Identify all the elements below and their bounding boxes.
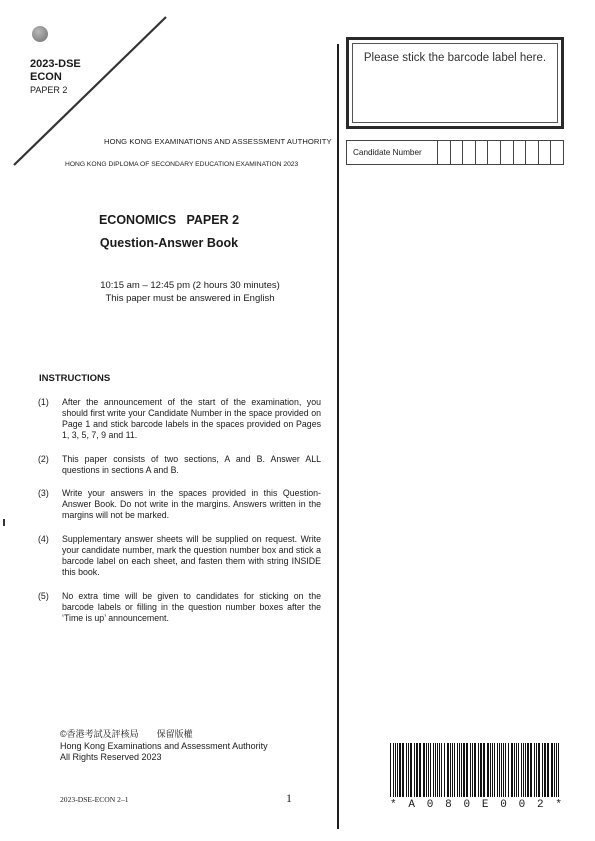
barcode-bar [518,743,519,797]
barcode-bar [521,743,522,797]
barcode-bar [499,743,500,797]
barcode-bar [416,743,418,797]
barcode-bar [530,743,532,797]
instructions-heading: INSTRUCTIONS [39,373,111,384]
barcode-bar [527,743,529,797]
barcode-bar [525,743,526,797]
barcode-bar [497,743,498,797]
barcode-bar [554,743,555,797]
paper-number: PAPER 2 [30,85,68,95]
barcode-label-instruction: Please stick the barcode label here. [363,52,547,64]
barcode-bar [433,743,434,797]
barcode-bar [390,743,391,797]
barcode-bar [441,743,442,797]
instruction-text: Supplementary answer sheets will be supplied on request. Write your candidate number, mark the question number box and stick a barcode label on each sheet, and fasten them with string INSIDE this book. [62,534,321,577]
subject-code-year: 2023-DSE [30,58,81,70]
subject-code-subject: ECON [30,71,62,83]
margin-divider [337,44,339,829]
barcode-bar [397,743,398,797]
barcode-bar [444,743,445,797]
barcode-bar [547,743,549,797]
paper-title-text: ECONOMICS PAPER 2 [98,213,240,227]
barcode-bar [472,743,473,797]
barcode-bar [461,743,462,797]
barcode-bar [435,743,436,797]
barcode-bar [505,743,506,797]
barcode-bar [487,743,489,797]
authority-name: HONG KONG EXAMINATIONS AND ASSESSMENT AUTHORITY [104,137,332,146]
barcode-bar [474,743,476,797]
exam-name: HONG KONG DIPLOMA OF SECONDARY EDUCATION EXAMINATION 2023 [65,161,299,168]
instruction-text: Write your answers in the spaces provided in this Question-Answer Book. Do not write in the margins. Answers written in the margins will not be marked. [62,488,321,520]
candidate-digit-box[interactable] [476,141,489,164]
instruction-item [38,397,321,441]
barcode-bar [408,743,409,797]
corner-diagonal-line [0,0,340,180]
candidate-digit-box[interactable] [551,141,563,164]
instruction-text: After the announcement of the start of the examination, you should first write your Candidate Number in the space provided on Page 1 and stick barcode labels in the spaces provided on Pages 1, 3, 5, 7, 9 and 11. [62,397,321,440]
barcode-bar [399,743,401,797]
instruction-item [38,488,321,521]
copyright-english: Hong Kong Examinations and Assessment Authority [60,740,268,751]
barcode-bar [430,743,431,797]
page-number: 1 [286,791,292,805]
barcode-bar [534,743,535,797]
paper-title [0,213,338,227]
barcode-bar [544,743,546,797]
barcode-bar [470,743,471,797]
instruction-number: (1) [38,397,49,407]
instruction-number: (5) [38,591,49,601]
barcode-caption: * A 0 8 0 E 0 0 2 * [390,799,562,811]
barcode-bar [426,743,427,797]
barcode-bar [463,743,465,797]
barcode-bar [454,743,455,797]
exam-time: 10:15 am – 12:45 pm (2 hours 30 minutes) [100,280,280,291]
instruction-number: (4) [38,534,49,544]
barcode-bar [523,743,524,797]
candidate-digit-box[interactable] [501,141,514,164]
barcode-bar [406,743,407,797]
instruction-text: No extra time will be given to candidates for sticking on the barcode labels or filling in the question number boxes after the ‘Time is up’ announcement. [62,591,321,623]
barcode-bar [428,743,429,797]
barcode-bar [483,743,485,797]
copyright-block [60,729,268,764]
barcode-bar [410,743,412,797]
book-title: Question-Answer Book [99,236,239,250]
language-note: This paper must be answered in English [105,293,275,304]
barcode-bar [494,743,495,797]
barcode-bar [395,743,396,797]
barcode-bar [423,743,425,797]
candidate-digit-box[interactable] [451,141,464,164]
barcode-bar [457,743,458,797]
barcode-bar [511,743,513,797]
candidate-digit-box[interactable] [514,141,527,164]
barcode-label-inner-frame [352,43,558,123]
instruction-text: This paper consists of two sections, A and B. Answer ALL questions in sections A and B. [62,454,321,475]
barcode-bar [447,743,449,797]
candidate-digit-box[interactable] [526,141,539,164]
barcode-bar [492,743,493,797]
candidate-number-label: Candidate Number [347,141,438,164]
copyright-chinese: ©香港考試及評核局 保留版權 [60,729,193,739]
instruction-item [38,534,321,578]
barcode-bar [452,743,453,797]
barcode-image [390,743,562,797]
candidate-number-field[interactable] [346,140,564,165]
barcode-bar [490,743,491,797]
barcode-bar [393,743,394,797]
barcode-bar [459,743,460,797]
scan-mark [3,519,5,526]
candidate-digit-box[interactable] [488,141,501,164]
barcode-bar [558,743,559,797]
candidate-digit-box[interactable] [539,141,552,164]
barcode-bar [551,743,553,797]
barcode-bar [437,743,438,797]
barcode-bar [516,743,517,797]
barcode-bar [480,743,482,797]
barcode-bar [419,743,421,797]
barcode-bar [514,743,515,797]
barcode-label-area [346,37,564,129]
barcode-bar [503,743,504,797]
barcode-bar [439,743,440,797]
barcode-bar [538,743,540,797]
instruction-number: (3) [38,488,49,498]
barcode-bar [414,743,415,797]
barcode-bar [542,743,543,797]
barcode-bar [508,743,509,797]
candidate-digit-box[interactable] [463,141,476,164]
copyright-rights: All Rights Reserved 2023 [60,752,162,762]
barcode-bar [501,743,502,797]
footer-paper-code: 2023-DSE-ECON 2–1 [60,795,129,804]
instruction-item [38,591,321,624]
barcode-bar [478,743,479,797]
barcode-bar [536,743,537,797]
instruction-item [38,454,321,476]
barcode-bar [402,743,404,797]
barcode-bar [466,743,468,797]
barcode-bar [556,743,557,797]
instruction-number: (2) [38,454,49,464]
candidate-digit-box[interactable] [438,141,451,164]
barcode-bar [450,743,451,797]
